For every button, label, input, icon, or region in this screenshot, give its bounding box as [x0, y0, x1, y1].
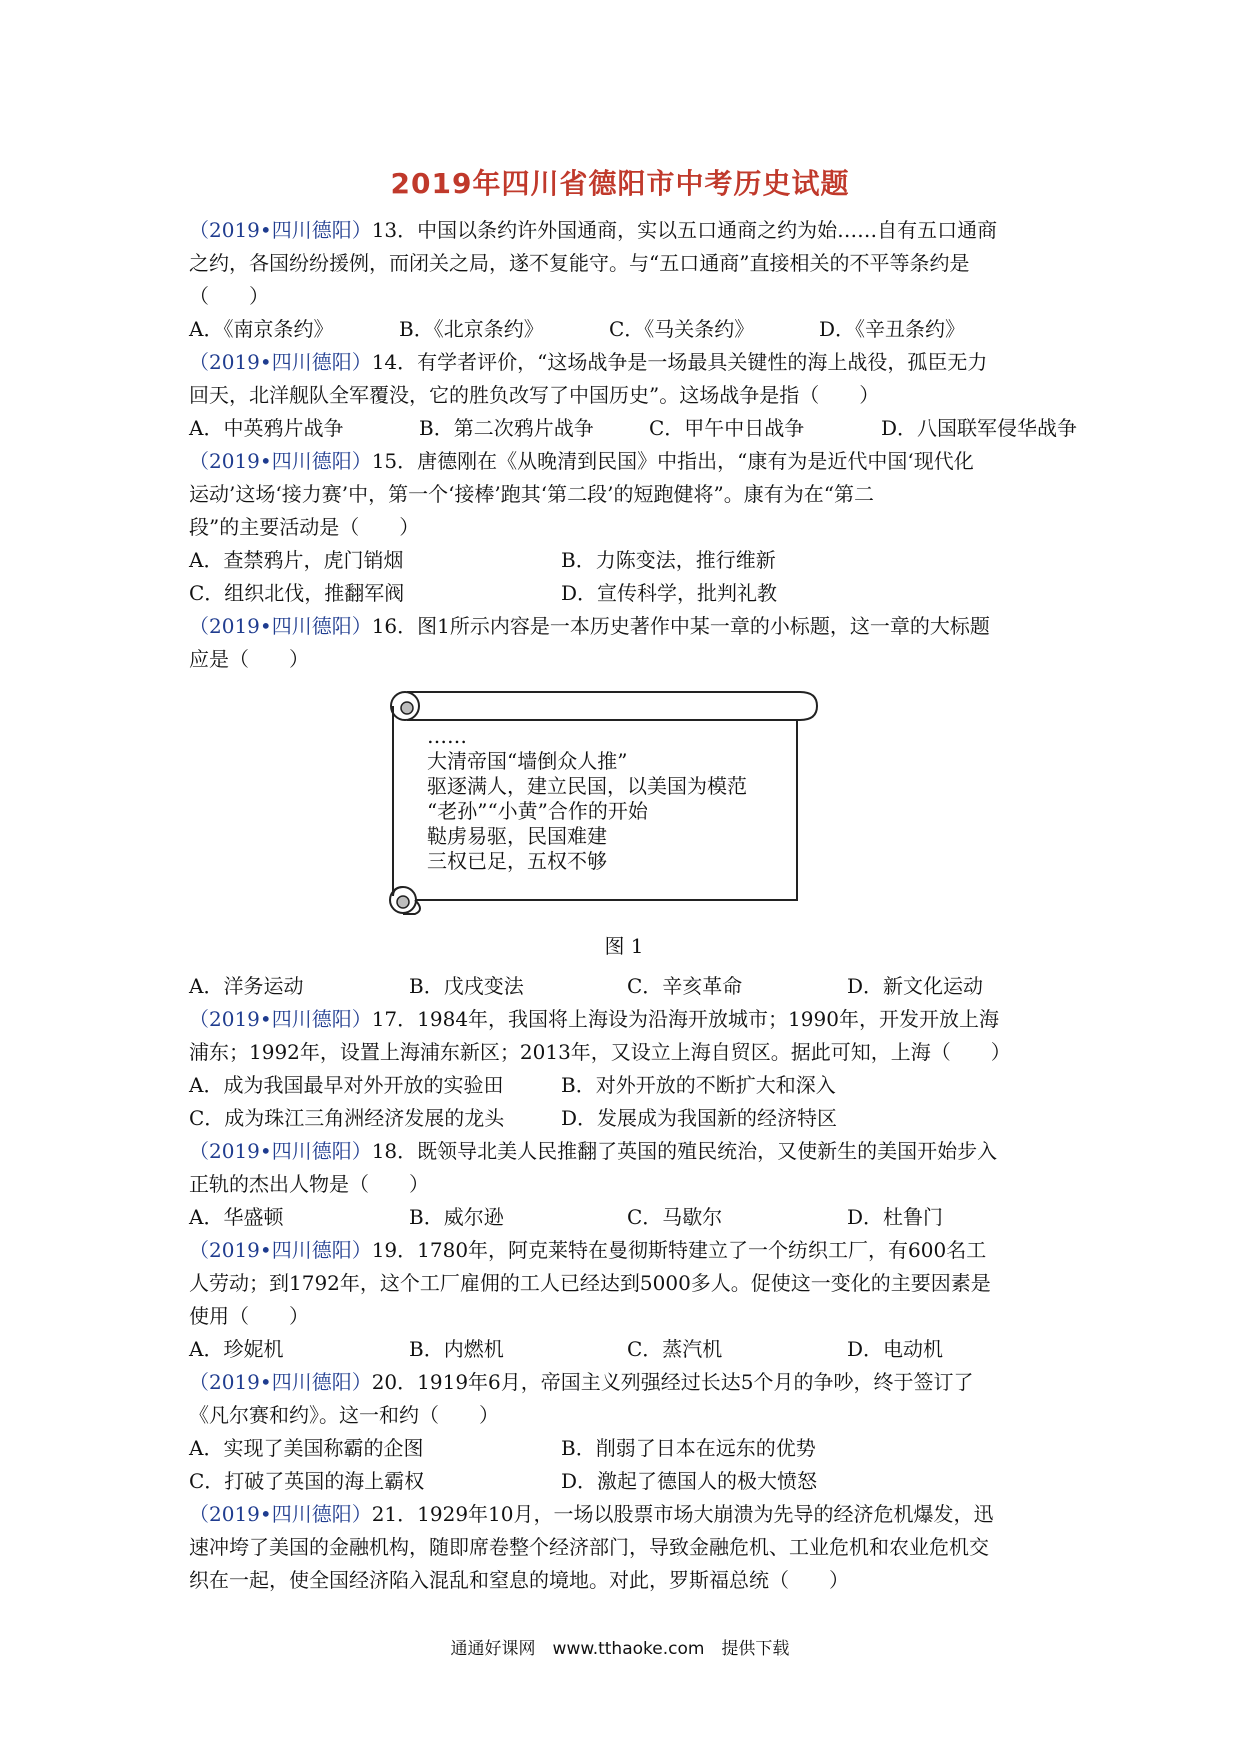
page-footer: 通通好课网 www.tthaoke.com 提供下载 [450, 1639, 790, 1659]
source-tag: （2019•四川德阳） [189, 1502, 372, 1526]
question-19-line-2: 人劳动；到1792年，这个工厂雇佣的工人已经达到5000多人。促使这一变化的主要因素是 [189, 1271, 991, 1295]
option-d: D．激起了德国人的极大愤怒 [561, 1469, 818, 1493]
option-d: D．宣传科学，批判礼教 [561, 581, 778, 605]
source-tag: （2019•四川德阳） [189, 614, 372, 638]
option-a: A．《南京条约》 [189, 317, 334, 341]
figure-1 [189, 676, 1059, 958]
source-tag: （2019•四川德阳） [189, 1370, 372, 1394]
option-a: A．查禁鸦片，虎门销烟 [189, 548, 404, 572]
option-d: D．《辛丑条约》 [819, 317, 966, 341]
question-13-line-3: （ ） [189, 284, 269, 308]
option-b: B．威尔逊 [409, 1205, 504, 1229]
option-b: B．《北京条约》 [399, 317, 544, 341]
source-tag: （2019•四川德阳） [189, 1238, 372, 1262]
option-b: B．削弱了日本在远东的优势 [561, 1436, 816, 1460]
question-21-line-2: 速冲垮了美国的金融机构，随即席卷整个经济部门，导致金融危机、工业危机和农业危机交 [189, 1535, 989, 1559]
option-c: C．马歇尔 [627, 1205, 723, 1229]
scroll-line: …… [427, 724, 467, 748]
page-title: 2019年四川省德阳市中考历史试题 [390, 167, 850, 200]
option-d: D．新文化运动 [847, 974, 984, 998]
option-c: C．打破了英国的海上霸权 [189, 1469, 425, 1493]
question-15-line-3: 段”的主要活动是（ ） [189, 515, 420, 539]
scroll-line: 大清帝国“墙倒众人推” [427, 749, 628, 773]
option-c: C．蒸汽机 [627, 1337, 723, 1361]
option-a: A．成为我国最早对外开放的实验田 [189, 1073, 504, 1097]
question-15-options-row-2 [189, 577, 1059, 610]
question-16-options [189, 970, 1059, 1003]
option-d: D．发展成为我国新的经济特区 [561, 1106, 838, 1130]
option-a: A．中英鸦片战争 [189, 416, 344, 440]
option-b: B．戊戌变法 [409, 974, 524, 998]
question-18-line-2: 正轨的杰出人物是（ ） [189, 1172, 429, 1196]
source-tag: （2019•四川德阳） [189, 1139, 372, 1163]
question-21-line-1: （2019•四川德阳）21．1929年10月，一场以股票市场大崩溃为先导的经济危机爆发，迅 [189, 1502, 994, 1526]
question-14-line-1: （2019•四川德阳）14．有学者评价，“这场战争是一场最具关键性的海上战役，孤臣无力 [189, 350, 988, 374]
question-14-options [189, 412, 1078, 445]
question-13-options [189, 313, 1059, 346]
option-d: D．八国联军侵华战争 [881, 416, 1078, 440]
question-13-line-1: （2019•四川德阳）13．中国以条约许外国通商，实以五口通商之约为始……自有五口通商 [189, 218, 998, 242]
option-a: A．实现了美国称霸的企图 [189, 1436, 424, 1460]
question-14-line-2: 回天，北洋舰队全军覆没，它的胜负改写了中国历史”。这场战争是指（ ） [189, 383, 880, 407]
figure-caption: 图 1 [604, 934, 644, 958]
question-18-line-1: （2019•四川德阳）18．既领导北美人民推翻了英国的殖民统治，又使新生的美国开始步入 [189, 1139, 998, 1163]
question-15-line-1: （2019•四川德阳）15．唐德刚在《从晚清到民国》中指出，“康有为是近代中国‘现代化 [189, 449, 974, 473]
question-13-line-2: 之约，各国纷纷援例，而闭关之局，遂不复能守。与“五口通商”直接相关的不平等条约是 [189, 251, 970, 275]
scroll-line: 鞑虏易驱，民国难建 [427, 824, 607, 848]
question-18-options [189, 1201, 1059, 1234]
question-17-line-1: （2019•四川德阳）17．1984年，我国将上海设为沿海开放城市；1990年，开发开放上海 [189, 1007, 999, 1031]
scroll-text [427, 724, 827, 874]
scroll-line: 三权已足，五权不够 [427, 849, 607, 873]
source-tag: （2019•四川德阳） [189, 1007, 372, 1031]
option-c: C．辛亥革命 [627, 974, 743, 998]
question-19-line-1: （2019•四川德阳）19．1780年，阿克莱特在曼彻斯特建立了一个纺织工厂，有600名工 [189, 1238, 987, 1262]
source-tag: （2019•四川德阳） [189, 218, 372, 242]
question-17-options-row-1 [189, 1069, 1059, 1102]
option-b: B．力陈变法，推行维新 [561, 548, 776, 572]
source-tag: （2019•四川德阳） [189, 350, 372, 374]
option-c: C．组织北伐，推翻军阀 [189, 581, 405, 605]
option-a: A．洋务运动 [189, 974, 304, 998]
option-b: B．第二次鸦片战争 [419, 416, 594, 440]
scroll-line: “老孙”“小黄”合作的开始 [427, 799, 648, 823]
question-20-options-row-2 [189, 1465, 1059, 1498]
question-19-line-3: 使用（ ） [189, 1304, 309, 1328]
question-15-options-row-1 [189, 544, 1059, 577]
source-tag: （2019•四川德阳） [189, 449, 372, 473]
option-d: D．杜鲁门 [847, 1205, 944, 1229]
option-d: D．电动机 [847, 1337, 944, 1361]
question-20-line-2: 《凡尔赛和约》。这一和约（ ） [189, 1403, 499, 1427]
question-21-line-3: 织在一起，使全国经济陷入混乱和窒息的境地。对此，罗斯福总统（ ） [189, 1568, 849, 1592]
question-17-options-row-2 [189, 1102, 1059, 1135]
question-16-line-2: 应是（ ） [189, 647, 309, 671]
question-16-line-1: （2019•四川德阳）16．图1所示内容是一本历史著作中某一章的小标题，这一章的大标题 [189, 614, 990, 638]
scroll-line: 驱逐满人，建立民国，以美国为模范 [427, 774, 747, 798]
question-19-options [189, 1333, 1059, 1366]
option-c: C．成为珠江三角洲经济发展的龙头 [189, 1106, 505, 1130]
question-20-line-1: （2019•四川德阳）20．1919年6月，帝国主义列强经过长达5个月的争吵，终于签订了 [189, 1370, 974, 1394]
option-a: A．珍妮机 [189, 1337, 284, 1361]
option-c: C．甲午中日战争 [649, 416, 805, 440]
option-a: A．华盛顿 [189, 1205, 284, 1229]
question-list [189, 214, 1078, 1597]
option-b: B．内燃机 [409, 1337, 504, 1361]
option-b: B．对外开放的不断扩大和深入 [561, 1073, 836, 1097]
question-20-options-row-1 [189, 1432, 1059, 1465]
option-c: C．《马关条约》 [609, 317, 755, 341]
question-17-line-2: 浦东；1992年，设置上海浦东新区；2013年，又设立上海自贸区。据此可知，上海（ ） [189, 1040, 1011, 1064]
question-15-line-2: 运动’这场‘接力赛’中，第一个‘接棒’跑其‘第二段’的短跑健将”。康有为在“第二 [189, 482, 874, 506]
